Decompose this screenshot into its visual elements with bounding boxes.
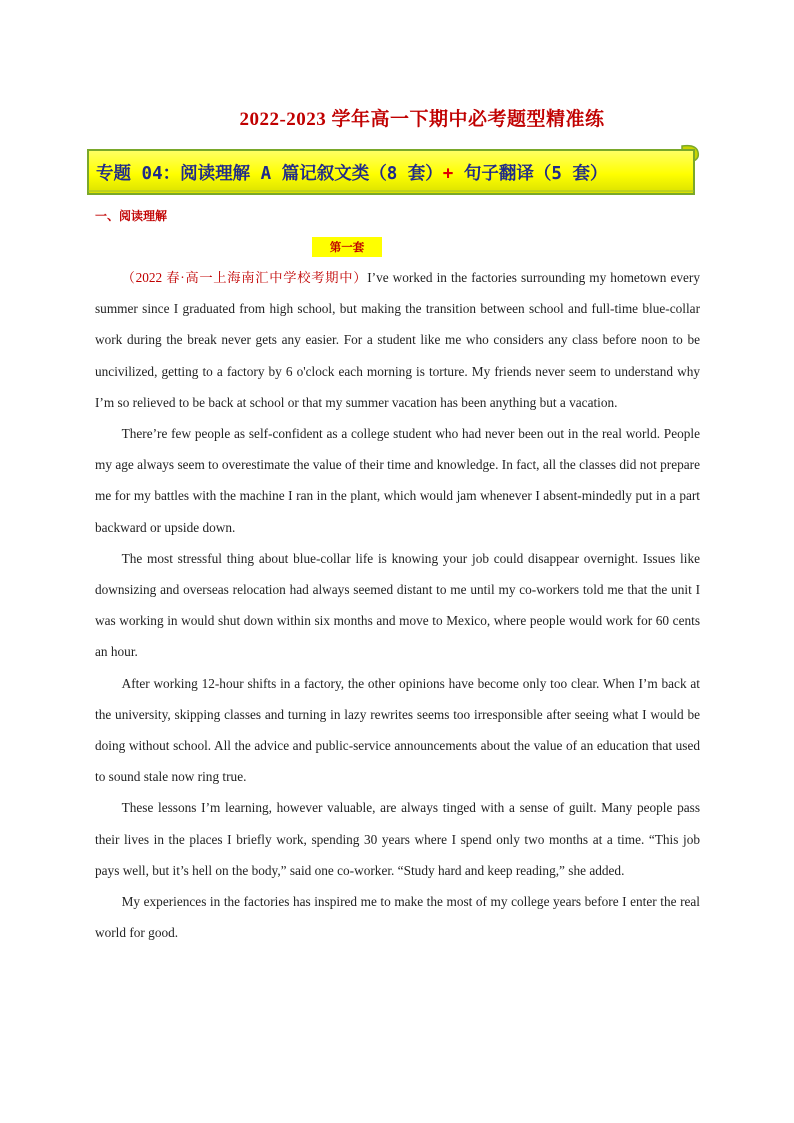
section-heading: 一、阅读理解 bbox=[95, 209, 168, 223]
source-note: （2022 春·高一上海南汇中学校考期中） bbox=[121, 270, 368, 285]
paragraph bbox=[95, 262, 700, 418]
paragraph: My experiences in the factories has inspired me to make the most of my college years before I enter the real world for good. bbox=[95, 894, 700, 941]
paragraph-text: I’ve worked in the factories surrounding my hometown every summer since I graduated from high school, but making the transition between school and full-time blue-collar work during the break never gets any easier. For a student like me who considers any class before noon to be uncivilized, getting to a factory by 6 o'clock each morning is torture. My friends never seem to understand why I’m so relieved to be back at school or that my summer vacation has been anything but a vacation. bbox=[95, 270, 700, 410]
set-label: 第一套 bbox=[312, 237, 382, 257]
reading-passage bbox=[95, 262, 700, 948]
banner-main-text: 专题 04：阅读理解 A 篇记叙文类（8 套） bbox=[96, 164, 443, 184]
banner-plus: + bbox=[442, 164, 454, 184]
paragraph: After working 12-hour shifts in a factory, the other opinions have become only too clear. When I’m back at the university, skipping classes and turning in lazy rewrites seems too irresponsible after seeing what I would be doing without school. All the advice and public-service announcements about the value of an education that used to sound stale now ring true. bbox=[95, 675, 700, 785]
banner-tail-text: 句子翻译（5 套） bbox=[453, 164, 608, 184]
paragraph: There’re few people as self-confident as a college student who had never been out in the real world. People my age always seem to overestimate the value of their time and knowledge. In fact, all the classes did not prepare me for my battles with the machine I ran in the plant, which would jam whenever I absent-mindedly put in a part backward or upside down. bbox=[95, 426, 700, 535]
banner-title bbox=[96, 160, 607, 185]
page-title: 2022-2023 学年高一下期中必考题型精准练 bbox=[239, 109, 605, 130]
paragraph: The most stressful thing about blue-collar life is knowing your job could disappear overnight. Issues like downsizing and overseas relocation had always seemed distant to me until my co-workers told me that the unit I was working in would shut down within six months and move to Mexico, where people would work for 60 cents an hour. bbox=[95, 550, 700, 660]
topic-banner bbox=[84, 142, 704, 198]
paragraph: These lessons I’m learning, however valuable, are always tinged with a sense of guilt. Many people pass their lives in the places I briefly work, spending 30 years where I spend only two months at a time. “This job pays well, but it’s hell on the body,” said one co-worker. “Study hard and keep reading,” she added. bbox=[95, 800, 700, 878]
